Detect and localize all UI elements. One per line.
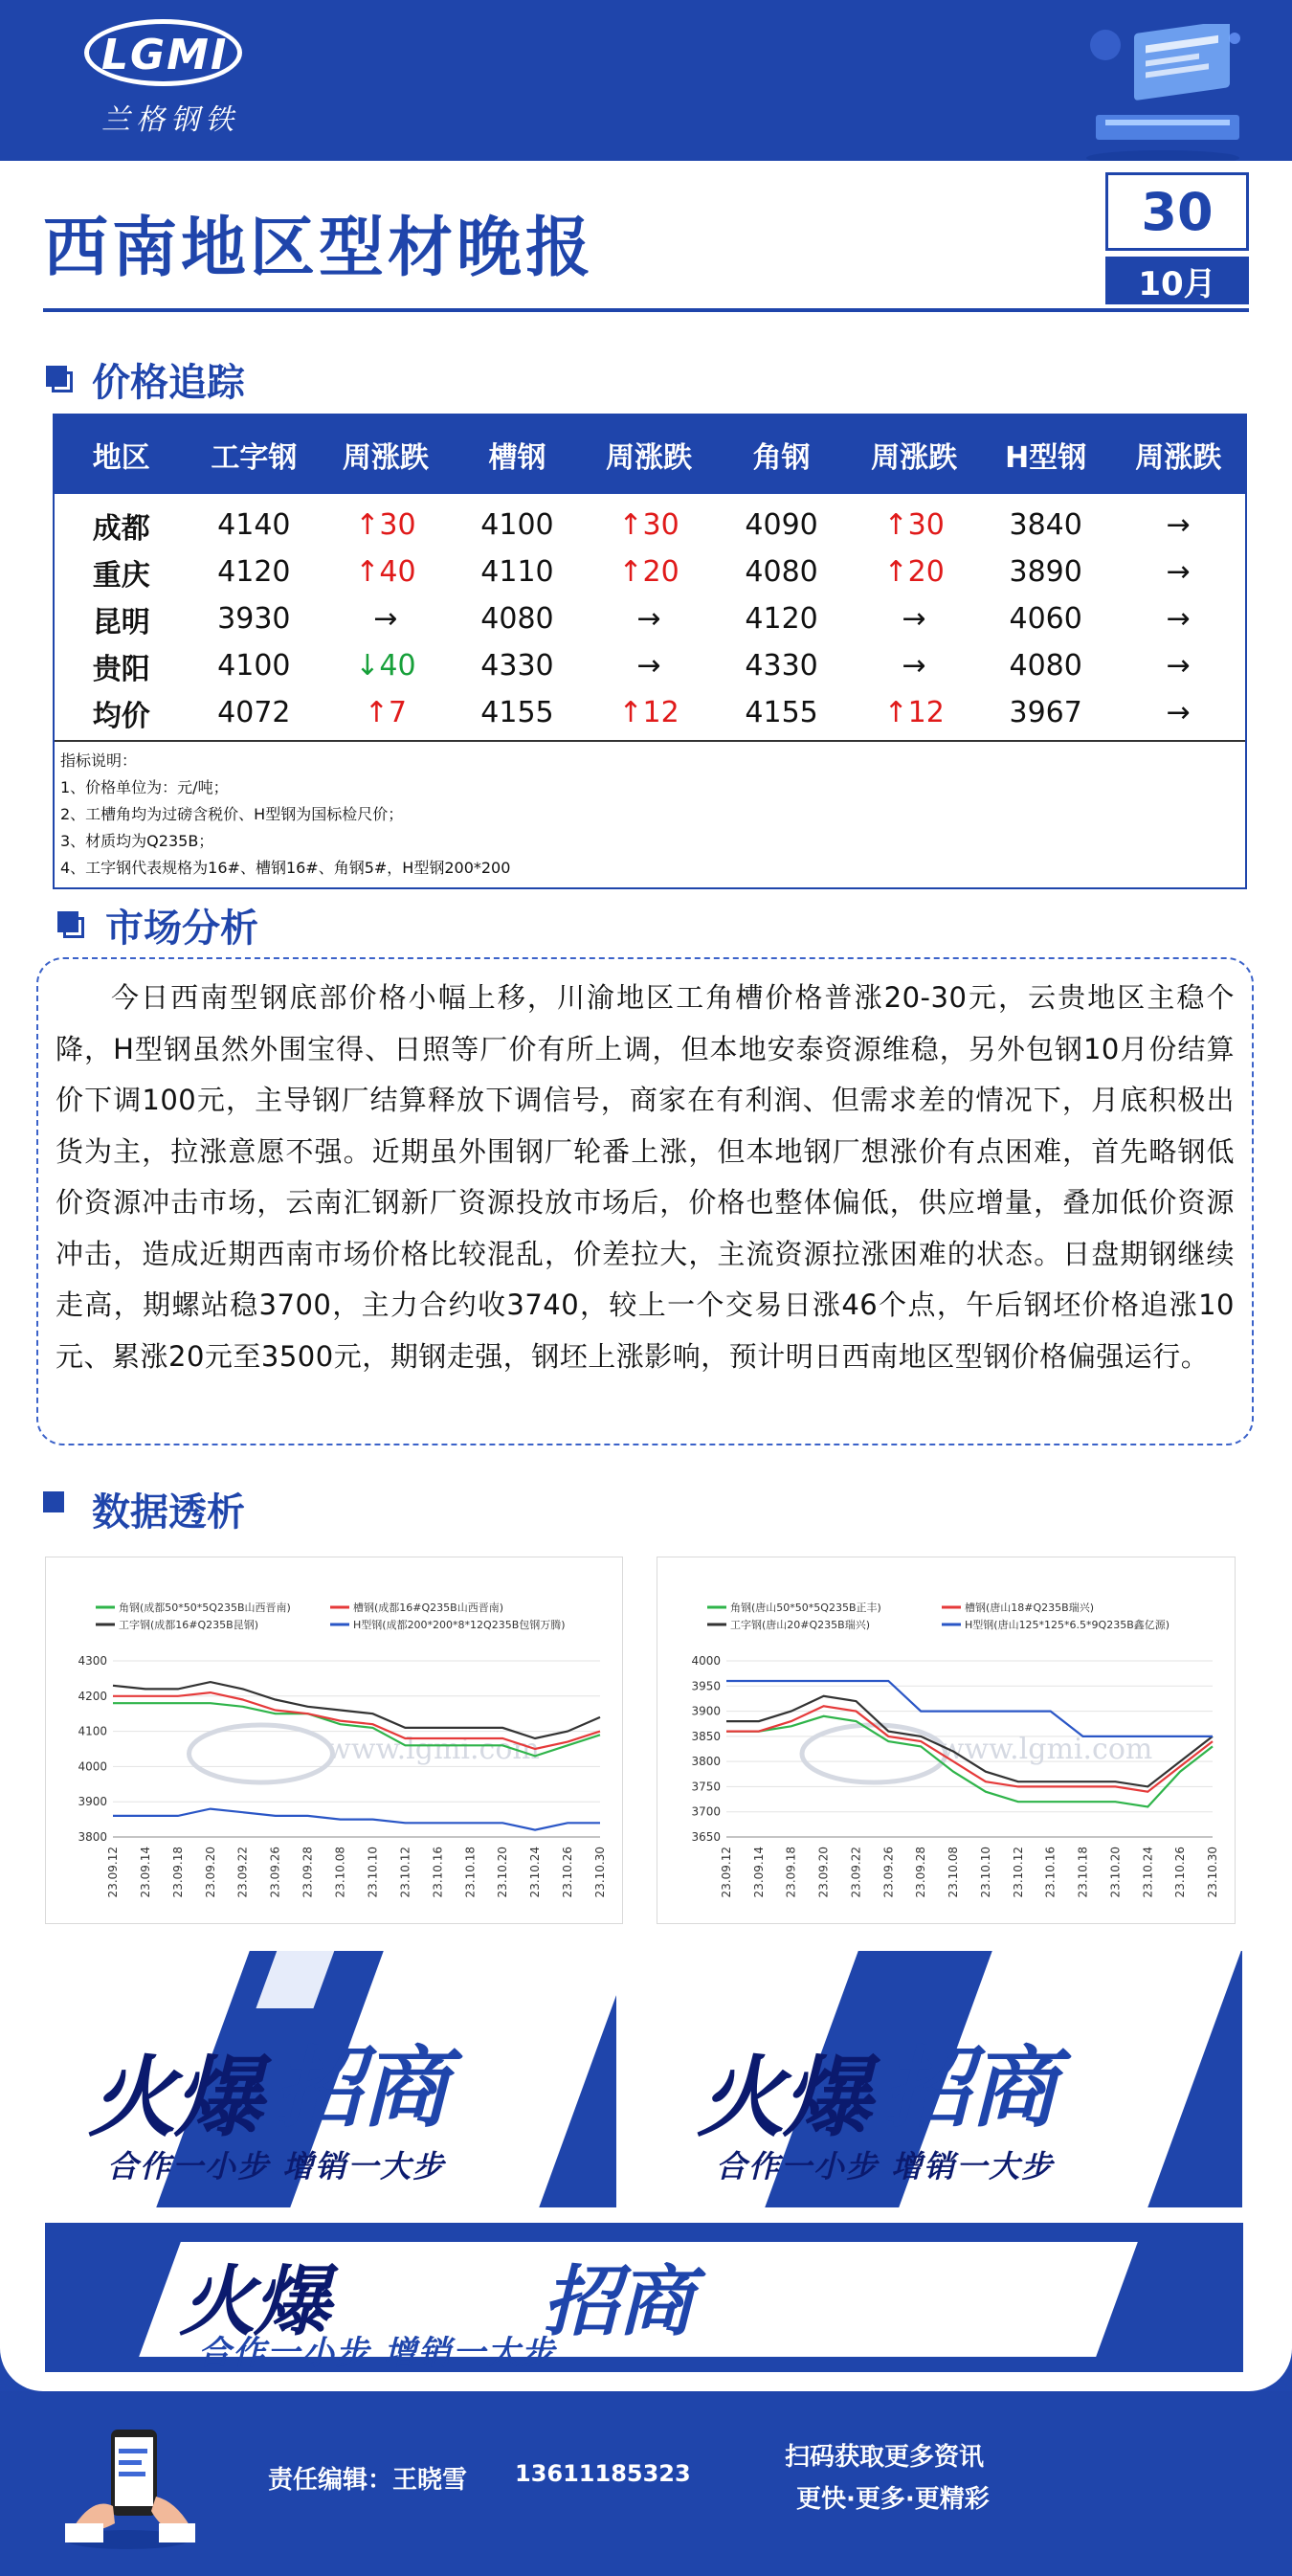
footer-qr-line1: 扫码获取更多资讯	[785, 2443, 985, 2472]
region-cell: 贵阳	[92, 652, 150, 686]
price-cell: 3840	[1009, 508, 1082, 542]
chart-chengdu	[45, 1557, 623, 1924]
change-cell: →	[902, 602, 926, 636]
note-line: 1、价格单位为：元/吨；	[60, 778, 229, 796]
change-cell: ↑30	[618, 508, 679, 542]
price-table	[53, 414, 1247, 889]
x-tick-label: 23.10.26	[1173, 1847, 1188, 1898]
x-tick-label: 23.10.30	[1206, 1847, 1219, 1898]
y-tick-label: 3900	[691, 1704, 721, 1718]
section-title-price: 价格追踪	[92, 361, 245, 405]
x-tick-label: 23.09.18	[784, 1847, 798, 1898]
chart-watermark: www.lgmi.com	[326, 1733, 540, 1766]
x-tick-label: 23.09.14	[751, 1847, 766, 1898]
price-cell: 4100	[217, 649, 291, 683]
price-cell: 4120	[745, 602, 818, 636]
logo-chinese: 兰格钢铁	[101, 103, 239, 137]
header-cell: 槽钢	[488, 441, 546, 475]
lgmi-logo	[84, 19, 247, 137]
banner-text-invest: 招商	[883, 2037, 1057, 2139]
banner-text-hot: 火爆	[179, 2257, 328, 2346]
series-line	[726, 1681, 1213, 1736]
region-cell: 昆明	[92, 605, 150, 639]
change-cell: →	[1166, 602, 1191, 636]
x-tick-label: 23.09.20	[816, 1847, 831, 1898]
header-cell: 角钢	[752, 441, 811, 475]
x-tick-label: 23.09.26	[268, 1847, 282, 1898]
x-tick-label: 23.10.24	[528, 1847, 543, 1898]
change-cell: →	[1166, 508, 1191, 542]
header-cell: 周涨跌	[871, 441, 958, 475]
note-line: 2、工槽角均为过磅含税价、H型钢为国标检尺价；	[60, 805, 404, 823]
region-cell: 重庆	[92, 558, 150, 593]
x-tick-label: 23.10.30	[593, 1847, 607, 1898]
header-cell: H型钢	[1005, 441, 1087, 475]
x-tick-label: 23.10.24	[1141, 1847, 1155, 1898]
price-cell: 4100	[480, 508, 554, 542]
price-cell: 4072	[217, 696, 291, 729]
price-cell: 3890	[1009, 555, 1082, 589]
series-line	[113, 1682, 600, 1738]
change-cell: →	[902, 649, 926, 683]
watermark-logo-icon	[802, 1725, 946, 1782]
x-tick-label: 23.10.16	[431, 1847, 445, 1898]
price-table-body	[55, 494, 1245, 740]
phone-hand-icon	[56, 2410, 199, 2554]
table-row	[55, 689, 1245, 736]
chart-chengdu-svg	[46, 1557, 624, 1925]
x-tick-label: 23.10.20	[496, 1847, 510, 1898]
price-cell: 4080	[480, 602, 554, 636]
x-tick-label: 23.09.26	[881, 1847, 896, 1898]
legend-label: 槽钢(成都16#Q235B山西晋南)	[353, 1602, 503, 1614]
x-tick-label: 23.09.12	[720, 1847, 733, 1898]
x-tick-label: 23.09.22	[849, 1847, 863, 1898]
legend-label: 角钢(唐山50*50*5Q235B正丰)	[730, 1602, 881, 1614]
region-cell: 均价	[92, 699, 150, 733]
date-month: 10月	[1105, 257, 1249, 304]
price-table-header	[55, 415, 1245, 494]
change-cell: ↑30	[355, 508, 416, 542]
page-title: 西南地区型材晚报	[43, 211, 595, 286]
y-tick-label: 4000	[691, 1654, 721, 1668]
table-row	[55, 549, 1245, 595]
price-cell: 4155	[480, 696, 554, 729]
x-tick-label: 23.10.12	[398, 1847, 412, 1898]
price-cell: 4110	[480, 555, 554, 589]
ad-banner-right[interactable]	[658, 1951, 1242, 2207]
price-cell: 4330	[745, 649, 818, 683]
x-tick-label: 23.10.26	[561, 1847, 575, 1898]
table-row	[55, 502, 1245, 549]
price-cell: 4090	[745, 508, 818, 542]
price-cell: 4080	[745, 555, 818, 589]
legend-label: 工字钢(唐山20#Q235B瑞兴)	[730, 1619, 870, 1631]
x-tick-label: 23.09.28	[301, 1847, 315, 1898]
x-tick-label: 23.09.18	[170, 1847, 185, 1898]
ad-banner-wide[interactable]	[45, 2223, 1243, 2372]
change-cell: →	[1166, 649, 1191, 683]
change-cell: →	[1166, 555, 1191, 589]
footer	[0, 2391, 1292, 2576]
x-tick-label: 23.10.10	[366, 1847, 380, 1898]
chart-watermark: www.lgmi.com	[939, 1733, 1153, 1766]
banner-slogan: 合作一小步 增销一大步	[107, 2148, 446, 2184]
change-cell: ↑20	[618, 555, 679, 589]
y-tick-label: 3900	[78, 1795, 107, 1809]
watermark-logo-icon	[189, 1725, 333, 1782]
banner-text-invest: 招商	[543, 2257, 692, 2346]
x-tick-label: 23.10.18	[463, 1847, 478, 1898]
y-tick-label: 3950	[691, 1679, 721, 1693]
price-table-notes	[55, 740, 1245, 887]
footer-phone: 13611185323	[515, 2460, 691, 2487]
section-square-icon	[43, 1491, 68, 1516]
x-tick-label: 23.09.20	[203, 1847, 217, 1898]
table-row	[55, 642, 1245, 689]
section-square-icon	[46, 366, 71, 391]
x-tick-label: 23.09.14	[138, 1847, 152, 1898]
y-tick-label: 3750	[691, 1780, 721, 1794]
footer-editor: 责任编辑：王晓雪	[268, 2466, 468, 2495]
region-cell: 成都	[92, 511, 150, 546]
y-tick-label: 3800	[78, 1830, 107, 1844]
banner-text-hot: 火爆	[88, 2047, 261, 2149]
y-tick-label: 4000	[78, 1759, 107, 1774]
change-cell: →	[1166, 696, 1191, 729]
y-tick-label: 3850	[691, 1729, 721, 1743]
note-line: 指标说明：	[60, 751, 138, 770]
header-cell: 工字钢	[211, 441, 298, 475]
legend-label: H型钢(成都200*200*8*12Q235B包钢万腾)	[353, 1619, 566, 1631]
section-square-icon	[57, 911, 82, 936]
y-tick-label: 3800	[691, 1755, 721, 1769]
header-cell: 周涨跌	[606, 441, 693, 475]
x-tick-label: 23.10.10	[978, 1847, 992, 1898]
x-tick-label: 23.09.28	[914, 1847, 928, 1898]
legend-label: H型钢(唐山125*125*6.5*9Q235B鑫亿源)	[965, 1619, 1170, 1631]
header-cell: 周涨跌	[342, 441, 429, 475]
change-cell: ↑12	[618, 696, 679, 729]
price-cell: 4060	[1009, 602, 1082, 636]
series-line	[113, 1809, 600, 1830]
price-cell: 4120	[217, 555, 291, 589]
y-tick-label: 4300	[78, 1654, 107, 1668]
banner-slogan: 合作一小步 增销一大步	[716, 2148, 1055, 2184]
x-tick-label: 23.09.22	[235, 1847, 250, 1898]
legend-label: 工字钢(成都16#Q235B昆钢)	[119, 1619, 258, 1631]
change-cell: ↑20	[883, 555, 945, 589]
price-cell: 4140	[217, 508, 291, 542]
x-tick-label: 23.10.20	[1108, 1847, 1123, 1898]
change-cell: →	[373, 602, 398, 636]
section-title-data: 数据透析	[92, 1490, 245, 1534]
header-cell: 周涨跌	[1135, 441, 1222, 475]
change-cell: →	[636, 602, 661, 636]
monitor-illustration-icon	[1067, 24, 1259, 168]
analysis-box	[36, 957, 1254, 1445]
price-cell: 3930	[217, 602, 291, 636]
logo-text: LGMI	[101, 31, 229, 79]
chart-tangshan	[657, 1557, 1236, 1924]
header-cell: 地区	[92, 441, 150, 475]
x-tick-label: 23.10.08	[333, 1847, 347, 1898]
y-tick-label: 3650	[691, 1830, 721, 1844]
table-row	[55, 595, 1245, 642]
price-cell: 4330	[480, 649, 554, 683]
analysis-text: 今日西南型钢底部价格小幅上移，川渝地区工角槽价格普涨20-30元，云贵地区主稳个降，H型钢虽然外围宝得、日照等厂价有所上调，但本地安泰资源维稳，另外包钢10月份结算价下调100元，主导钢厂结算释放下调信号，商家在有利润、但需求差的情况下，月底积极出货为主，拉涨意愿不强。近期虽外围钢厂轮番上涨，但本地钢厂想涨价有点困难，首先略钢低价资源冲击市场，云南汇钢新厂资源投放市场后，价格也整体偏低，供应增量，叠加低价资源冲击，造成近期西南市场价格比较混乱，价差拉大，主流资源拉涨困难的状态。日盘期钢继续走高，期螺站稳3700，主力合约收3740，较上一个交易日涨46个点，午后钢坯价格追涨10元、累涨20元至3500元，期钢走强，钢坯上涨影响，预计明日西南地区型钢价格偏强运行。	[56, 981, 1235, 1373]
y-tick-label: 4200	[78, 1689, 107, 1703]
chart-tangshan-svg	[657, 1557, 1236, 1925]
change-cell: →	[636, 649, 661, 683]
legend-label: 槽钢(唐山18#Q235B瑞兴)	[965, 1602, 1094, 1614]
x-tick-label: 23.10.18	[1076, 1847, 1090, 1898]
note-line: 4、工字钢代表规格为16#、槽钢16#、角钢5#，H型钢200*200	[60, 859, 511, 877]
y-tick-label: 4100	[78, 1724, 107, 1738]
change-cell: ↑30	[883, 508, 945, 542]
footer-qr-line2: 更快·更多·更精彩	[796, 2485, 990, 2514]
change-cell: ↑12	[883, 696, 945, 729]
price-cell: 4155	[745, 696, 818, 729]
change-cell: ↑7	[364, 696, 407, 729]
legend-label: 角钢(成都50*50*5Q235B山西晋南)	[119, 1602, 291, 1614]
x-tick-label: 23.10.12	[1011, 1847, 1025, 1898]
date-day: 30	[1105, 172, 1249, 251]
price-cell: 4080	[1009, 649, 1082, 683]
change-cell: ↓40	[355, 649, 416, 683]
banner-text-hot: 火爆	[697, 2047, 870, 2149]
price-cell: 3967	[1009, 696, 1082, 729]
change-cell: ↑40	[355, 555, 416, 589]
note-line: 3、材质均为Q235B；	[60, 832, 214, 850]
banner-slogan: 合作一小步 增销一大步	[198, 2334, 556, 2372]
x-tick-label: 23.10.16	[1043, 1847, 1058, 1898]
x-tick-label: 23.09.12	[106, 1847, 120, 1898]
ad-banner-left[interactable]	[50, 1951, 616, 2207]
title-underline	[43, 308, 1249, 312]
x-tick-label: 23.10.08	[947, 1847, 961, 1898]
banner-text-invest: 招商	[275, 2037, 448, 2139]
y-tick-label: 3700	[691, 1804, 721, 1819]
section-title-analysis: 市场分析	[105, 907, 258, 951]
